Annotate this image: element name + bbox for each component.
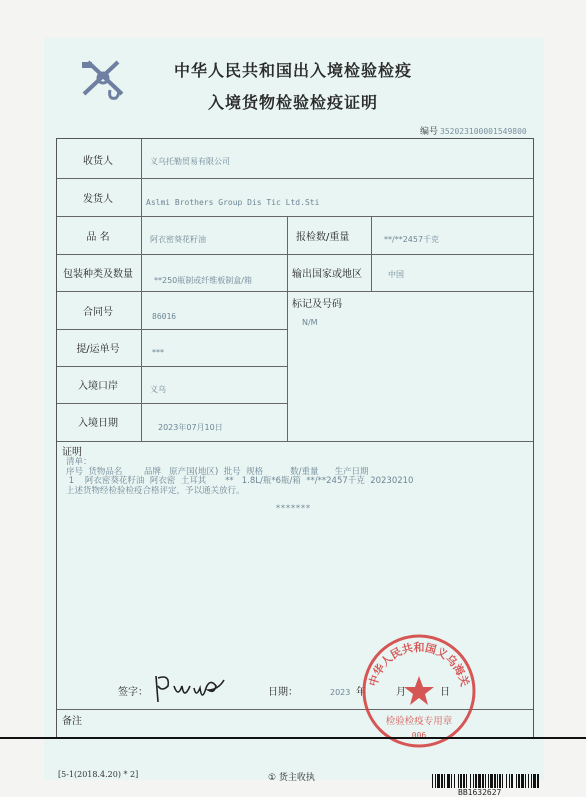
packaging-value: **250瓶制或纤维板制盒/箱 <box>154 276 252 285</box>
certificate-line: 清单： <box>66 457 92 467</box>
date-year: 2023 <box>330 688 351 697</box>
certificate-label: 证明 <box>62 447 82 458</box>
contract-label: 合同号 <box>83 307 113 318</box>
title-primary: 中华人民共和国出入境检验检疫 <box>173 61 412 80</box>
quantity-value: **/**2457千克 <box>384 235 440 244</box>
consignee-value: 义乌托勒贸易有限公司 <box>150 157 230 166</box>
remarks-label: 备注 <box>62 716 82 727</box>
product-label: 品 名 <box>86 232 110 243</box>
date-year-suffix: 年 <box>356 687 366 698</box>
entry-date-label: 入境日期 <box>78 418 118 429</box>
date-label: 日期： <box>268 687 298 698</box>
port-value: 义乌 <box>150 385 166 394</box>
certificate-line: 序号 货物品名 品牌 原产国(地区) 批号 规格 数/重量 生产日期 <box>66 466 369 477</box>
origin-country-value: 中国 <box>388 270 404 279</box>
scan-divider-line <box>0 737 586 739</box>
svg-text:006: 006 <box>411 731 427 740</box>
contract-value: 86016 <box>152 312 177 321</box>
date-month-suffix: 月 <box>396 687 406 698</box>
product-value: 阿衣密葵花籽油 <box>150 235 206 244</box>
marks-value: N/M <box>302 318 318 327</box>
consignor-label: 发货人 <box>83 194 113 205</box>
certificate-line: 上述货物经检验检疫合格评定，予以通关放行。 <box>66 485 245 496</box>
packaging-label: 包装种类及数量 <box>63 269 133 280</box>
serial-value: 352023100001549800 <box>440 127 527 136</box>
port-label: 入境口岸 <box>78 381 118 392</box>
barcode-number: BB1632627 <box>458 788 502 797</box>
barcode <box>432 774 542 788</box>
date-day-suffix: 日 <box>440 687 450 698</box>
serial-label: 编号 <box>420 127 439 137</box>
form-code: [5-1(2018.4.20) * 2] <box>58 770 139 779</box>
serial-number <box>420 124 527 137</box>
certificate-line: 1 阿衣密葵花籽油 阿衣密 土耳其 ** 1.8L/瓶*6瓶/箱 **/**2457千克 20230210 <box>66 476 414 487</box>
entry-date-value: 2023年07月10日 <box>158 423 223 432</box>
consignee-label: 收货人 <box>83 156 113 167</box>
bill-value: *** <box>152 348 164 357</box>
sign-label: 签字： <box>118 687 148 698</box>
consignor-value: Aslmi Brothers Group Dis Tic Ltd.Sti <box>146 198 320 207</box>
quantity-label: 报检数/重量 <box>296 232 350 243</box>
origin-country-label: 输出国家或地区 <box>292 269 362 280</box>
certificate-body <box>66 458 413 496</box>
marks-label: 标记及号码 <box>292 299 342 310</box>
handwritten-signature <box>150 672 240 706</box>
svg-text:检验检疫专用章: 检验检疫专用章 <box>385 716 453 727</box>
end-stars: ******* <box>276 504 311 513</box>
copy-label: ① 货主收执 <box>268 773 315 783</box>
bill-label: 提/运单号 <box>76 344 120 355</box>
svg-text:中华人民共和国义乌海关: 中华人民共和国义乌海关 <box>366 641 472 688</box>
title-secondary: 入境货物检验检疫证明 <box>207 93 378 112</box>
official-seal-stamp <box>360 632 478 750</box>
